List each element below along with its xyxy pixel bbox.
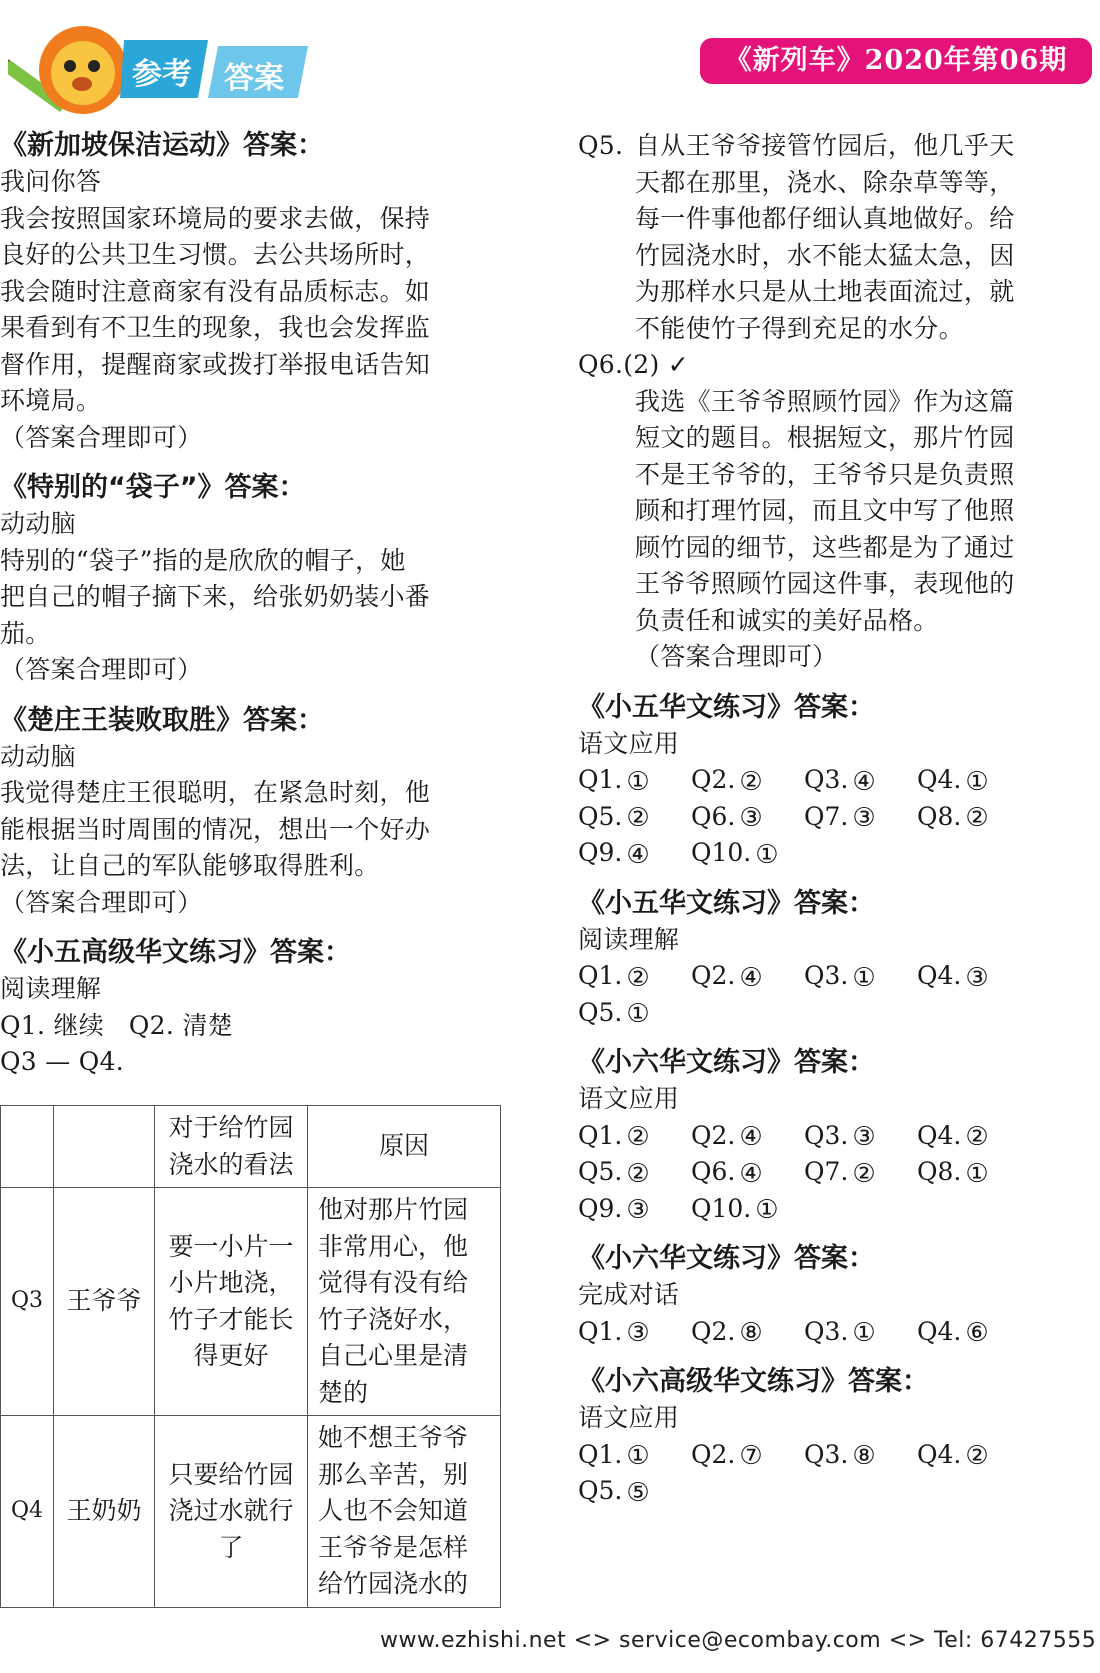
answer-line: 天都在那里，浇水、除杂草等等，: [635, 167, 1015, 197]
answer-row: [578, 799, 1090, 836]
answer-key-blocks: [578, 690, 1090, 1524]
question-number: Q4.: [917, 1316, 962, 1346]
question-number: Q2.: [691, 1439, 736, 1469]
answer-choice: ⑥: [965, 1318, 989, 1348]
answer-note: （答案合理即可）: [635, 642, 838, 671]
answer-line: 法，让自己的军队能够取得胜利。: [0, 851, 380, 880]
answer-line: 每一件事他都仔细认真地做好。给: [635, 204, 1015, 233]
question-number: Q2.: [691, 765, 736, 794]
question-number: Q5.: [578, 801, 623, 831]
answer-line: 良好的公共卫生习惯。去公共场所时，: [0, 240, 431, 269]
answer-line: 能根据当时周围的情况，想出一个好办: [0, 814, 431, 844]
answer-choice: ④: [626, 839, 650, 870]
answer-item: [917, 1437, 1030, 1474]
answer-choice: ④: [739, 962, 763, 993]
answer-note: （答案合理即可）: [0, 422, 203, 452]
table-cell: 要一小片一小片地浇，竹子才能长得更好: [155, 1188, 308, 1416]
answer-choice: ④: [852, 766, 876, 797]
answer-item: [578, 799, 691, 836]
answer-line: 茄。: [0, 618, 51, 648]
section-subtitle: 完成对话: [578, 1280, 680, 1309]
answer-row: [578, 762, 1090, 799]
answer-line: 自从王爷爷接管竹园后，他几乎天: [635, 131, 1015, 160]
answer-line: 督作用，提醒商家或拨打举报电话告知: [0, 349, 431, 379]
answer-choice: ②: [965, 1122, 989, 1152]
question-number: Q5.: [578, 1157, 623, 1186]
question-number: Q3.: [804, 1316, 849, 1346]
answer-line: 我觉得楚庄王很聪明，在紧急时刻，他: [0, 778, 431, 807]
answer-choice: ③: [626, 1195, 650, 1225]
answer-item: [578, 835, 691, 872]
answer-item: [917, 1314, 1030, 1351]
answer-item: [578, 995, 691, 1032]
answer-line: Q1. 继续 Q2. 清楚: [0, 1010, 233, 1040]
answer-line: 环境局。: [0, 386, 102, 415]
answer-block: [578, 1241, 1090, 1350]
answer-line: 我会按照国家环境局的要求去做，保持: [0, 203, 431, 233]
answer-choice: ②: [965, 803, 989, 833]
answer-item: [578, 762, 691, 799]
question-number: Q4.: [917, 961, 962, 990]
question-number: Q8.: [917, 801, 962, 831]
answer-choice: ①: [965, 766, 989, 797]
question-number: Q8.: [917, 1157, 962, 1186]
q5-answer: [578, 128, 1090, 347]
section-title: 《小六华文练习》答案：: [578, 1047, 875, 1078]
answer-choice: ③: [626, 1318, 650, 1348]
section-title: 《小五华文练习》答案：: [578, 887, 875, 919]
answer-row: [578, 1118, 1090, 1155]
question-number: Q1.: [578, 1120, 623, 1150]
section-subtitle: 我问你答: [0, 167, 102, 196]
answer-choice: ③: [852, 803, 876, 833]
question-number: Q4.: [917, 1439, 962, 1469]
table-header-row: [1, 1106, 501, 1188]
answer-item: [804, 958, 917, 995]
question-number: Q10.: [691, 838, 752, 867]
answer-line: 特别的“袋子”指的是欣欣的帽子，她: [0, 545, 406, 575]
answer-block: [578, 1045, 1090, 1227]
answer-item: [578, 1154, 691, 1191]
question-number: Q4.: [917, 1120, 962, 1150]
section-subtitle: 动动脑: [0, 509, 76, 538]
section-special-bag: [0, 470, 530, 689]
question-number: Q6.: [691, 801, 736, 831]
answer-line: 我选《王爷爷照顾竹园》作为这篇: [635, 386, 1015, 416]
answer-block: [578, 1364, 1090, 1510]
section-title: 《小六华文练习》答案：: [578, 1243, 875, 1274]
question-number: Q3.: [804, 765, 849, 794]
answer-choice: ④: [739, 1122, 763, 1152]
question-number: Q1.: [578, 1439, 623, 1469]
answer-table: [0, 1105, 501, 1608]
answer-item: [804, 799, 917, 836]
section-title: 《小六高级华文练习》答案：: [578, 1366, 929, 1397]
answer-choice: ①: [755, 1195, 779, 1225]
answer-choice: ②: [626, 962, 650, 993]
answer-choice: ②: [626, 1158, 650, 1189]
magazine-issue-title: 《新列车》2020年第06期: [700, 38, 1092, 84]
answer-note: （答案合理即可）: [0, 887, 203, 917]
section-king-zhuang: [0, 703, 530, 922]
answer-line: 竹园浇水时，水不能太猛太急，因: [635, 240, 1015, 270]
answer-row: [578, 1154, 1090, 1191]
answer-choice: ①: [626, 766, 650, 797]
answer-item: [578, 958, 691, 995]
answer-row: [578, 1314, 1090, 1351]
table-row: [1, 1416, 501, 1608]
question-number: Q7.: [804, 801, 849, 831]
answer-item: [691, 835, 804, 872]
section-cleaning: [0, 128, 530, 456]
answer-item: [804, 1154, 917, 1191]
answer-item: [578, 1118, 691, 1155]
section-title: 《特别的“袋子”》答案：: [0, 472, 306, 503]
answer-line: 王爷爷照顾竹园这件事，表现他的: [635, 569, 1015, 598]
section-title: 《新加坡保洁运动》答案：: [0, 130, 324, 161]
answer-line: 负责任和诚实的美好品格。: [635, 605, 939, 635]
answer-line: 我会随时注意商家有没有品质标志。如: [0, 276, 431, 306]
lion-mascot-icon: [39, 26, 127, 114]
answer-line: 不能使竹子得到充足的水分。: [635, 313, 964, 343]
table-cell: 她不想王爷爷那么辛苦，别人也不会知道王爷爷是怎样给竹园浇水的: [308, 1416, 501, 1608]
answer-item: [691, 762, 804, 799]
answer-item: [578, 1437, 691, 1474]
answer-choice: ⑧: [852, 1441, 876, 1471]
answer-choice: ①: [755, 839, 779, 870]
answer-choice: ⑤: [626, 1477, 650, 1508]
question-number: Q6.: [691, 1157, 736, 1186]
answer-item: [691, 1191, 804, 1228]
answer-choice: ②: [626, 803, 650, 833]
answer-line: 把自己的帽子摘下来，给张奶奶装小番: [0, 582, 431, 611]
answer-item: [578, 1191, 691, 1228]
answer-row: [578, 835, 1090, 872]
question-number: Q1.: [578, 1316, 623, 1346]
answer-item: [691, 958, 804, 995]
table-cell: Q3: [1, 1188, 54, 1416]
answer-item: [691, 1154, 804, 1191]
section-subtitle: 阅读理解: [578, 924, 680, 954]
answer-item: [578, 1314, 691, 1351]
section-title: 《小五高级华文练习》答案：: [0, 937, 351, 968]
badge-right-text: 答案: [224, 61, 284, 96]
answer-item: [804, 1437, 917, 1474]
table-cell: 王爷爷: [54, 1188, 155, 1416]
answer-line: 顾和打理竹园，而且文中写了他照: [635, 496, 1015, 525]
question-number: Q5.: [578, 997, 623, 1027]
header-logo: [8, 18, 338, 118]
question-number: Q9.: [578, 1193, 623, 1223]
answer-choice: ①: [626, 999, 650, 1029]
answer-choice: ①: [626, 1441, 650, 1471]
section-subtitle: 动动脑: [0, 741, 76, 771]
answer-line: Q3 — Q4.: [0, 1047, 125, 1076]
table-row: [1, 1188, 501, 1416]
question-number: Q7.: [804, 1157, 849, 1186]
answer-item: [691, 1437, 804, 1474]
question-label: Q5.: [578, 131, 624, 160]
answer-item: [691, 1314, 804, 1351]
answer-choice: ①: [852, 1318, 876, 1348]
section-title: 《楚庄王装败取胜》答案：: [0, 704, 324, 736]
answer-choice: ②: [852, 1158, 876, 1189]
answer-item: [804, 1118, 917, 1155]
answer-note: （答案合理即可）: [0, 655, 203, 684]
answer-row: [578, 958, 1090, 995]
answer-row: [578, 1437, 1090, 1474]
answer-choice: ④: [739, 1158, 763, 1189]
q6-answer: [578, 347, 1090, 676]
answer-row: [578, 1473, 1090, 1510]
table-cell: Q4: [1, 1416, 54, 1608]
answer-line: 顾竹园的细节，这些都是为了通过: [635, 532, 1015, 562]
badge-left-text: 参考: [132, 57, 192, 92]
question-number: Q1.: [578, 961, 623, 990]
question-number: Q3.: [804, 1120, 849, 1150]
question-number: Q4.: [917, 765, 962, 794]
answer-choice: ①: [852, 962, 876, 993]
question-number: Q9.: [578, 838, 623, 867]
section-subtitle: 语文应用: [578, 1084, 680, 1113]
right-column: [578, 128, 1090, 1524]
answer-item: [917, 1118, 1030, 1155]
answer-line: 不是王爷爷的，王爷爷只是负责照: [635, 459, 1015, 489]
question-number: Q1.: [578, 765, 623, 794]
answer-item: [917, 1154, 1030, 1191]
answer-item: [917, 958, 1030, 995]
table-cell: [1, 1106, 54, 1188]
question-number: Q10.: [691, 1193, 752, 1223]
answer-line: 果看到有不卫生的现象，我也会发挥监: [0, 313, 431, 342]
table-cell: 只要给竹园浇过水就行了: [155, 1416, 308, 1608]
answer-choice: ⑧: [739, 1318, 763, 1348]
table-header-reason: 原因: [308, 1106, 501, 1188]
section-title: 《小五华文练习》答案：: [578, 691, 875, 723]
table-cell: [54, 1106, 155, 1188]
question-number: Q5.: [578, 1476, 623, 1505]
section-subtitle: 语文应用: [578, 728, 680, 758]
question-number: Q2.: [691, 961, 736, 990]
answer-block: [578, 886, 1090, 1032]
footer-contact: www.ezhishi.net <> service@ecombay.com <> Tel: 67427555: [380, 1628, 1097, 1653]
question-number: Q3.: [804, 1439, 849, 1469]
answer-choice: ③: [739, 803, 763, 833]
question-number: Q3.: [804, 961, 849, 990]
answer-choice: ②: [739, 766, 763, 797]
answer-row: [578, 995, 1090, 1032]
section-subtitle: 语文应用: [578, 1403, 680, 1432]
left-column: [0, 128, 530, 1081]
answer-line: 为那样水只是从土地表面流过，就: [635, 277, 1015, 306]
answer-item: [578, 1473, 691, 1510]
answer-choice: ⑦: [739, 1441, 763, 1471]
answer-choice: ①: [965, 1158, 989, 1189]
answer-item: [691, 799, 804, 836]
question-number: Q2.: [691, 1120, 736, 1150]
table-cell: 他对那片竹园非常用心，他觉得有没有给竹子浇好水，自己心里是清楚的: [308, 1188, 501, 1416]
answer-item: [691, 1118, 804, 1155]
answer-choice: ②: [965, 1441, 989, 1471]
answer-choice: ②: [626, 1122, 650, 1152]
answer-item: [804, 1314, 917, 1351]
answer-choice: ③: [965, 962, 989, 993]
answer-choice: ③: [852, 1122, 876, 1152]
section-subtitle: 阅读理解: [0, 974, 102, 1003]
question-number: Q2.: [691, 1316, 736, 1346]
section-p5-advanced: [0, 935, 530, 1081]
answer-line: 短文的题目。根据短文，那片竹园: [635, 423, 1015, 452]
table-header-view: 对于给竹园浇水的看法: [155, 1106, 308, 1188]
answer-item: [917, 799, 1030, 836]
question-label: Q6.(2) ✓: [578, 350, 690, 379]
answer-item: [917, 762, 1030, 799]
table-cell: 王奶奶: [54, 1416, 155, 1608]
answer-item: [804, 762, 917, 799]
answer-block: [578, 690, 1090, 872]
answer-row: [578, 1191, 1090, 1228]
